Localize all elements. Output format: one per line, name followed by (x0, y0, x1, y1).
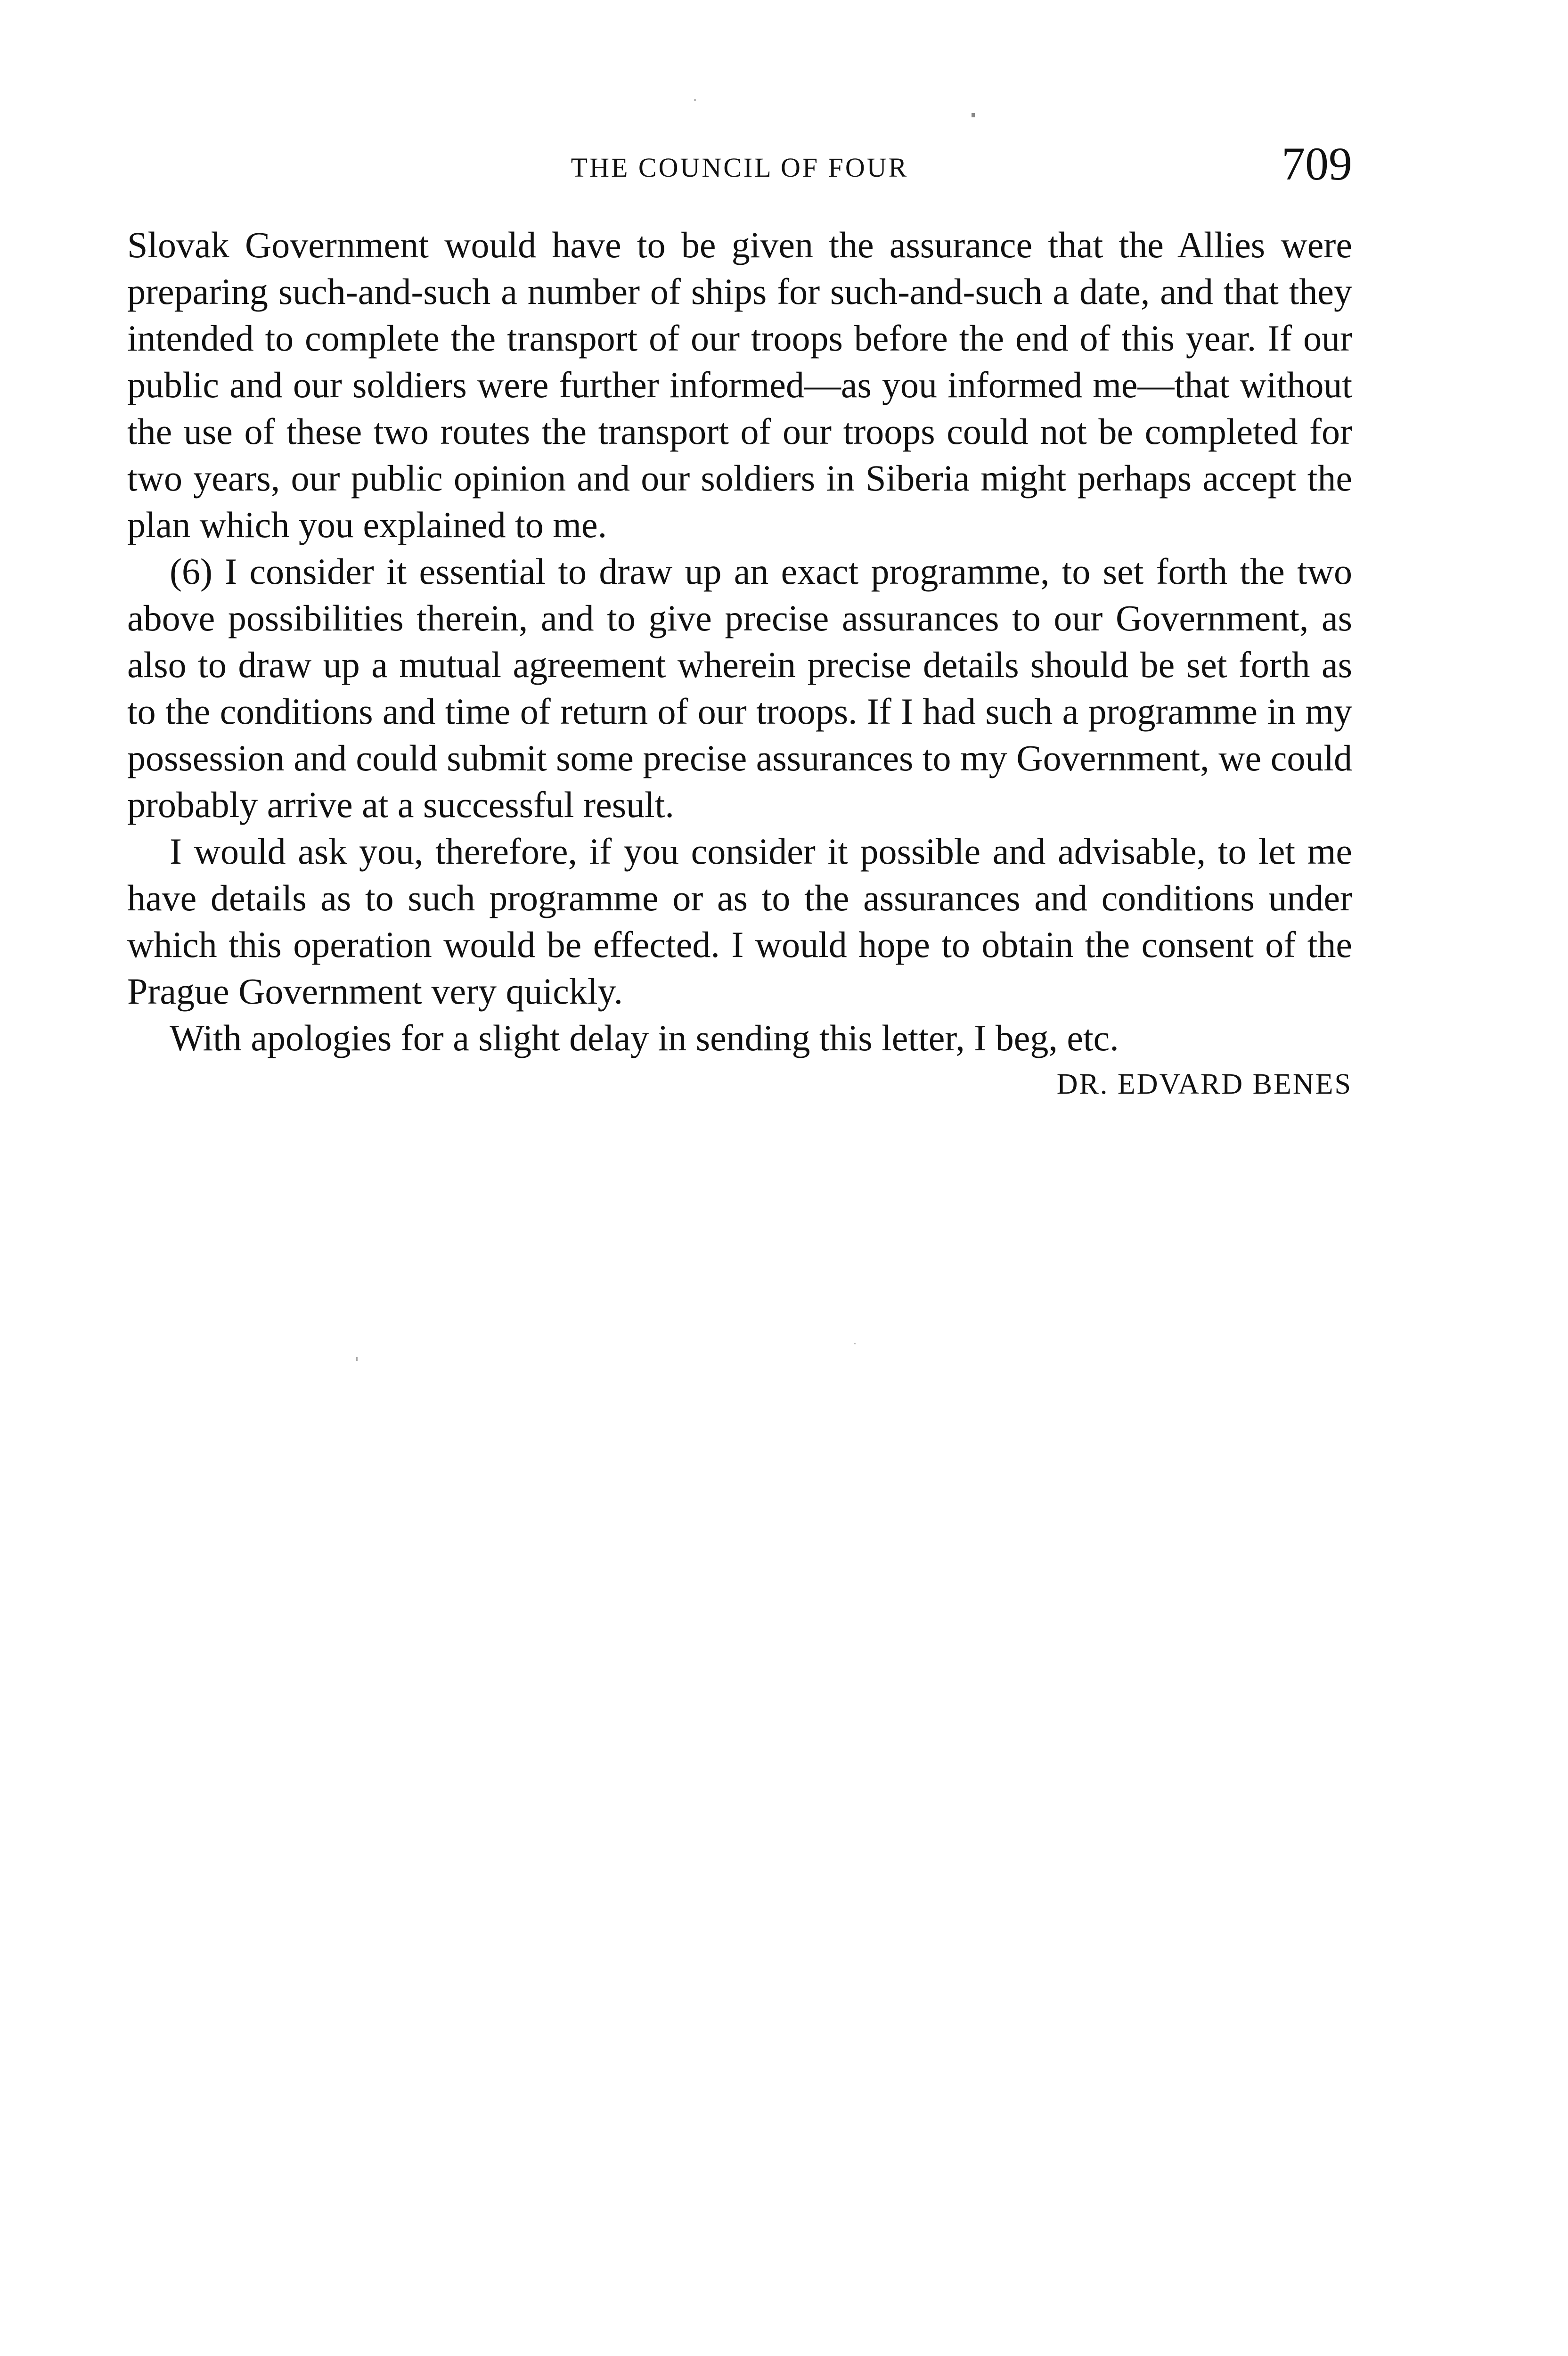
scan-speck (972, 113, 975, 117)
letter-body (127, 221, 1352, 1108)
paragraph-point-6: (6) I consider it essential to draw up an exact programme, to set forth the two above possibilities therein, and to give precise assurances to our Government, as also to draw up a mutual agreement wherein precise details should be set forth as to the conditions and time of return of our troops. If I had such a programme in my possession and could submit some precise assurances to my Government, we could probably arrive at a successful result. (127, 551, 1352, 825)
page-number: 709 (1282, 138, 1352, 190)
scan-speck (854, 1343, 856, 1344)
paragraph-continuation: Slovak Government would have to be given the assurance that the Allies were preparing such-and-such a number of ships for such-and-such a date, and that they intended to complete the transport of our troops before the end of this year. If our public and our soldiers were further informed—as you informed me—that without the use of these two routes the transport of our troops could not be completed for two years, our public opinion and our soldiers in Siberia might perhaps accept the plan which you explained to me. (127, 224, 1352, 545)
running-title: THE COUNCIL OF FOUR (571, 152, 909, 183)
scan-speck (694, 99, 696, 101)
page-header (127, 132, 1352, 203)
paragraph-request: I would ask you, therefore, if you consider it possible and advisable, to let me have details as to such programme or as to the assurances and conditions under which this operation would be effected. I would hope to obtain the consent of the Prague Government very quickly. (127, 831, 1352, 1012)
paragraph-closing: With apologies for a slight delay in sending this letter, I beg, etc. (170, 1017, 1119, 1058)
scan-speck (356, 1357, 358, 1361)
signature: DR. EDVARD BENES (1056, 1068, 1352, 1100)
